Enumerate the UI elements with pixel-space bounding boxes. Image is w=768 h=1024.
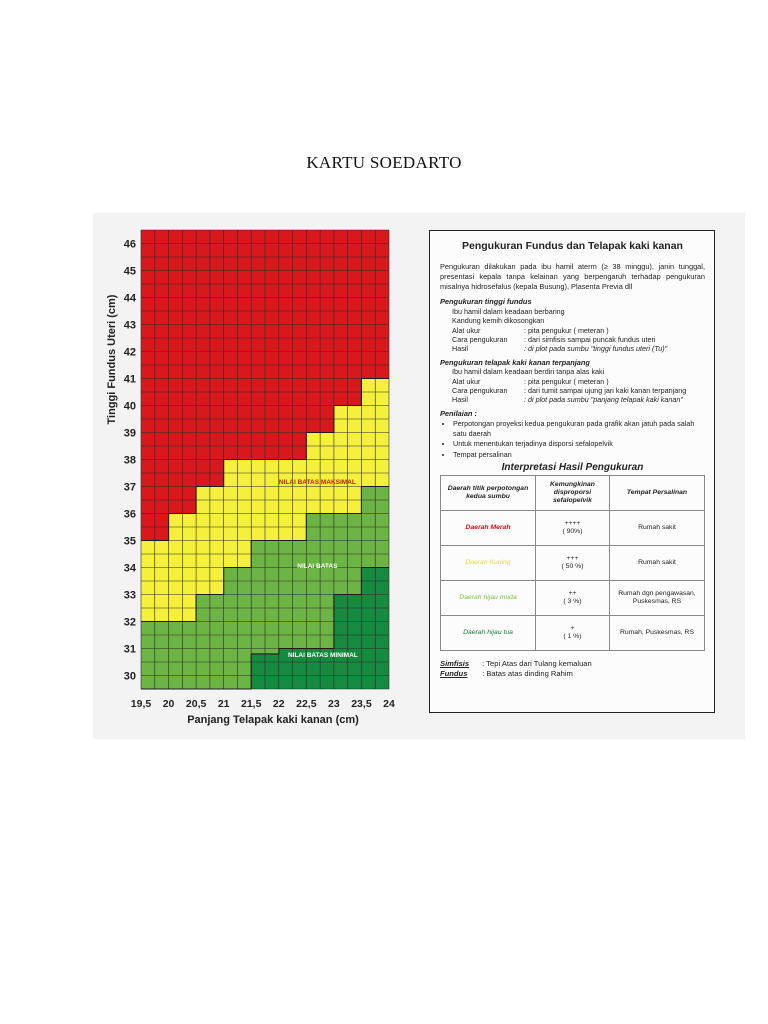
- label-nilai-batas-minimal: NILAI BATAS MINIMAL: [287, 651, 358, 659]
- risk-cell: [536, 511, 610, 546]
- soedarto-card: [93, 213, 745, 739]
- interp-header-place: Tempat Persalinan: [609, 476, 704, 511]
- risk-signs: ++: [568, 589, 577, 597]
- risk-pct: ( 50 %): [561, 563, 584, 571]
- y-tick-label: 42: [123, 346, 136, 359]
- x-tick-label: 24: [383, 698, 395, 710]
- zone-cell: Daerah hijau tua: [441, 616, 536, 651]
- telapak-hasil-key: Hasil: [452, 395, 468, 405]
- telapak-line1: Ibu hamil dalam keadaan berdiri tanpa alas kaki: [452, 367, 605, 377]
- footer-simfisis: [440, 659, 705, 669]
- penilaian-list: [440, 419, 705, 459]
- y-tick-label: 31: [123, 643, 136, 656]
- fundus-line2: Kandung kemih dikosongkan: [452, 316, 545, 326]
- fundus-hasil-key: Hasil: [452, 344, 468, 354]
- penilaian-item: • Untuk menentukan terjadinya disporsi sefalopelvik: [453, 439, 705, 448]
- penilaian-heading: Penilaian :: [440, 408, 477, 418]
- y-tick-label: 45: [123, 265, 136, 278]
- fundus-alat-value: : pita pengukur ( meteran ): [524, 325, 609, 335]
- telapak-cara-row: [440, 386, 705, 395]
- y-tick-label: 40: [123, 400, 136, 413]
- x-tick-label: 19,5: [130, 698, 152, 710]
- x-tick-label: 22: [272, 698, 285, 710]
- risk-cell: [536, 546, 610, 581]
- table-row: [441, 616, 705, 651]
- table-row: [441, 511, 705, 546]
- penilaian-item: • Perpotongan proyeksi kedua pengukuran pada grafik akan jatuh pada salah satu daerah: [453, 419, 705, 438]
- y-tick-label: 44: [123, 292, 136, 305]
- x-tick-label: 20: [162, 698, 175, 710]
- y-tick-label: 32: [123, 616, 136, 629]
- interp-header-risk: Kemungkinan disproporsi sefalopelvik: [536, 476, 610, 511]
- x-tick-label: 22,5: [296, 698, 317, 710]
- risk-pct: ( 3 %): [563, 598, 582, 606]
- zone-cell: Daerah hijau muda: [441, 581, 536, 616]
- simfisis-value: : Tepi Atas dari Tulang kemaluan: [482, 659, 592, 669]
- telapak-hasil-value: : di plot pada sumbu "panjang telapak kaki kanan": [524, 395, 683, 405]
- x-axis-label: Panjang Telapak kaki kanan (cm): [187, 714, 359, 726]
- fundus-hasil-row: [440, 344, 705, 353]
- telapak-heading: Pengukuran telapak kaki kanan terpanjang: [440, 357, 590, 367]
- fundus-alat-row: [440, 326, 705, 335]
- fundus-alat-key: Alat ukur: [452, 325, 481, 335]
- soedarto-chart: [93, 213, 423, 739]
- y-tick-label: 41: [123, 373, 136, 386]
- zone-cell: Daerah Kuning: [441, 546, 536, 581]
- label-nilai-batas-maksimal: NILAI BATAS MAKSIMAL: [278, 479, 356, 487]
- y-tick-label: 30: [123, 670, 136, 683]
- telapak-alat-key: Alat ukur: [452, 376, 481, 386]
- risk-signs: +++: [566, 554, 579, 562]
- fundus-hasil-value: : di plot pada sumbu "tinggi fundus uteri (Tu)": [524, 344, 668, 354]
- footer-fundus: [440, 669, 705, 679]
- y-tick-label: 34: [123, 562, 136, 575]
- telapak-cara-value: : dari tumit sampai ujung jari kaki kanan terpanjang: [524, 386, 687, 396]
- interp-header-row: [441, 476, 705, 511]
- penilaian-item: • Tempat persalinan: [453, 450, 705, 459]
- interp-header-zone: Daerah titik perpotongan kedua sumbu: [441, 476, 536, 511]
- y-axis-label: Tinggi Fundus Uteri (cm): [106, 294, 118, 425]
- risk-cell: [536, 616, 610, 651]
- table-row: [441, 546, 705, 581]
- x-tick-label: 23: [328, 698, 340, 710]
- place-cell: Rumah dgn pengawasan, Puskesmas, RS: [609, 581, 704, 616]
- footer-notes: [440, 659, 705, 679]
- y-tick-label: 46: [123, 238, 136, 251]
- x-tick-label: 23,5: [351, 698, 372, 710]
- y-tick-label: 43: [123, 319, 136, 332]
- x-tick-label: 20,5: [185, 698, 207, 710]
- intro-text: Pengukuran dilakukan pada ibu hamil aterm (≥ 38 minggu), janin tunggal, presentasi kepala tanpa kelainan yang berpengaruh terhadap pengukuran misalnya hidrosefalus (kepala Busung), Plasenta Previa dll: [440, 262, 705, 292]
- y-tick-label: 35: [123, 535, 136, 548]
- fundus-cara-key: Cara pengukuran: [452, 335, 508, 345]
- table-row: [441, 581, 705, 616]
- place-cell: Rumah sakit: [609, 546, 704, 581]
- simfisis-key: Simfisis: [440, 659, 470, 669]
- telapak-alat-value: : pita pengukur ( meteran ): [524, 376, 609, 386]
- place-cell: Rumah sakit: [609, 511, 704, 546]
- y-tick-label: 38: [123, 454, 136, 467]
- fundus-key: Fundus: [440, 669, 468, 679]
- info-title: Pengukuran Fundus dan Telapak kaki kanan: [462, 240, 683, 252]
- page-title: KARTU SOEDARTO: [306, 153, 462, 172]
- interp-table: [440, 475, 705, 651]
- risk-pct: ( 1 %): [563, 633, 582, 641]
- y-tick-label: 33: [123, 589, 136, 602]
- telapak-alat-row: [440, 377, 705, 386]
- fundus-heading: Pengukuran tinggi fundus: [440, 297, 532, 307]
- place-cell: Rumah, Puskesmas, RS: [609, 616, 704, 651]
- telapak-cara-key: Cara pengukuran: [452, 386, 508, 396]
- risk-signs: +: [570, 624, 575, 632]
- info-panel: [429, 230, 715, 713]
- fundus-cara-value: : dari simfisis sampai puncak fundus uteri: [524, 335, 656, 345]
- risk-signs: ++++: [564, 519, 581, 527]
- fundus-value: : Batas atas dinding Rahim: [482, 669, 573, 679]
- x-tick-label: 21: [217, 698, 230, 710]
- zone-cell: Daerah Merah: [441, 511, 536, 546]
- risk-cell: [536, 581, 610, 616]
- fundus-line1: Ibu hamil dalam keadaan berbaring: [452, 306, 565, 316]
- x-tick-label: 21,5: [241, 698, 262, 710]
- y-tick-label: 39: [123, 427, 136, 440]
- label-nilai-batas: NILAI BATAS: [297, 562, 338, 570]
- y-tick-label: 37: [123, 481, 136, 494]
- fundus-cara-row: [440, 335, 705, 344]
- telapak-hasil-row: [440, 395, 705, 404]
- interp-title: Interpretasi Hasil Pengukuran: [501, 461, 644, 473]
- risk-pct: ( 90%): [562, 528, 583, 536]
- y-tick-label: 36: [123, 508, 136, 521]
